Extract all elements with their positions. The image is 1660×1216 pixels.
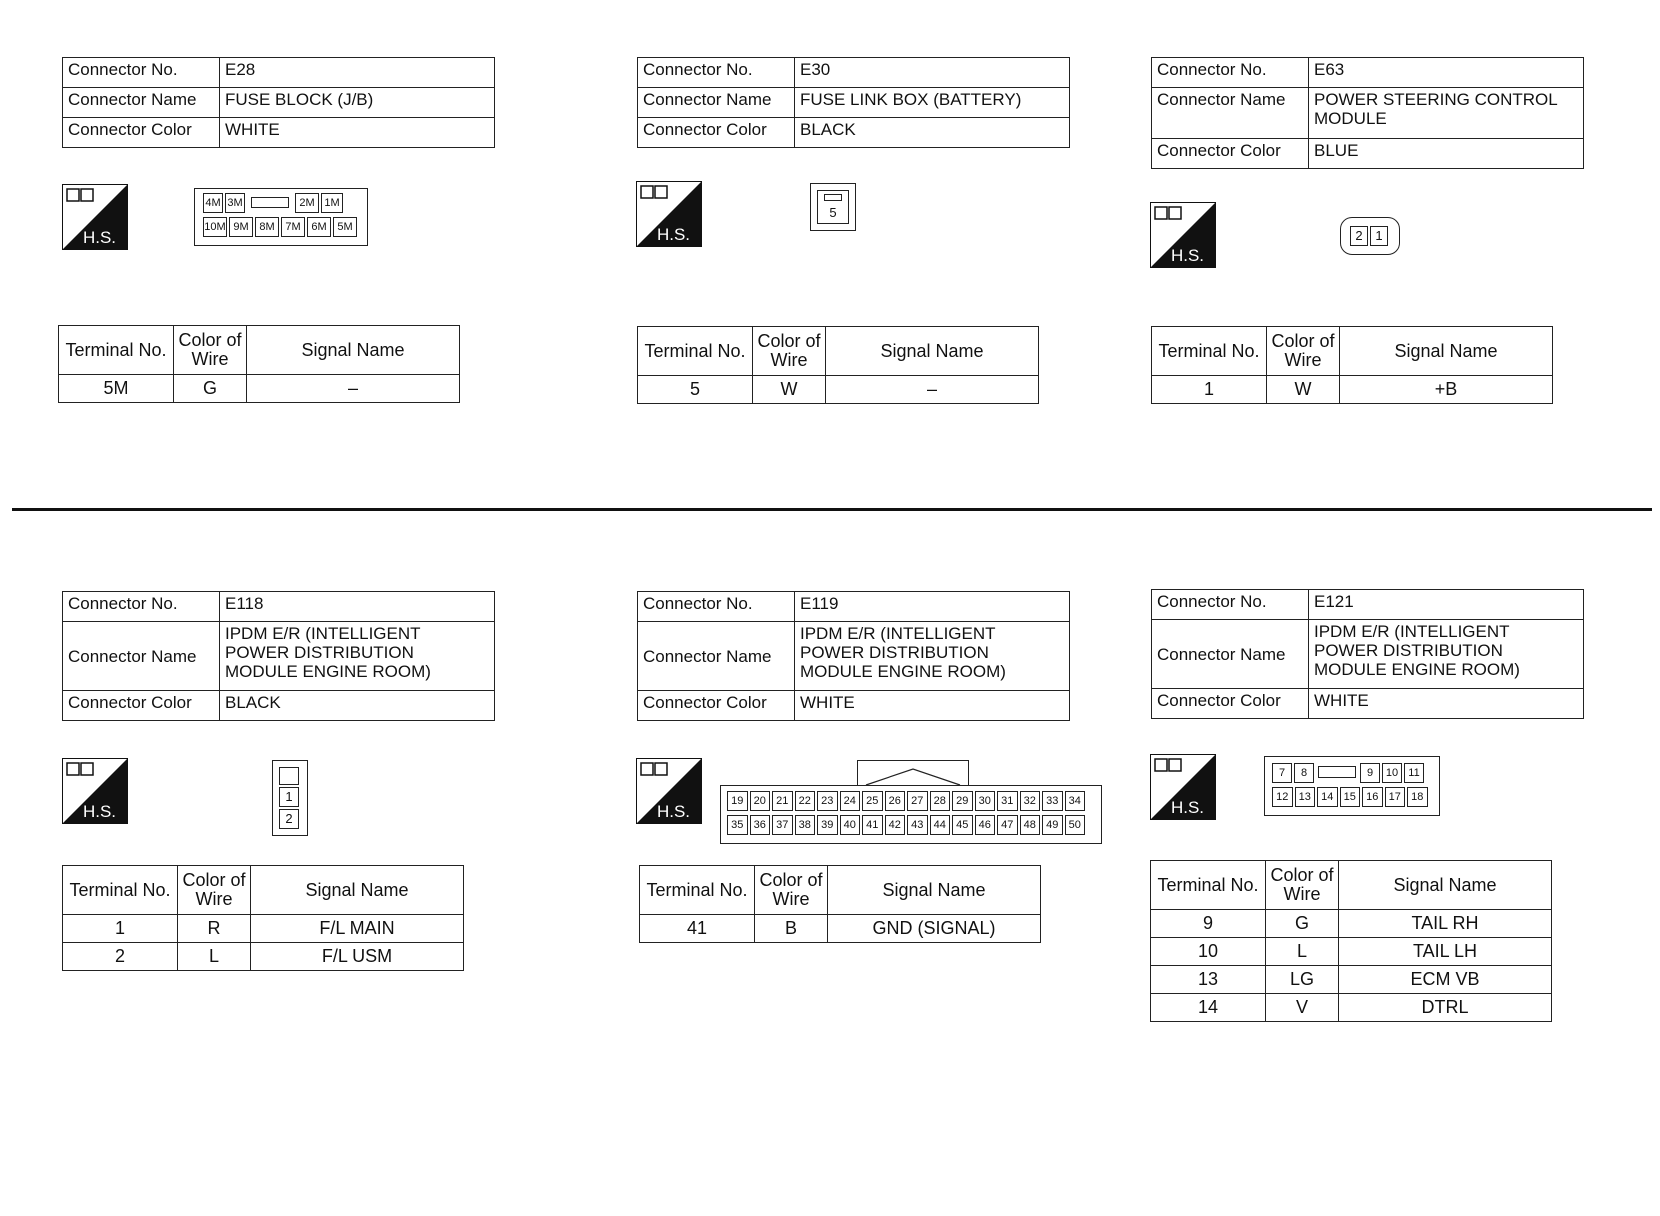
pin: 1M — [321, 193, 343, 213]
connector-e121-info — [1151, 589, 1584, 719]
pin: 42 — [885, 815, 906, 835]
header-terminal-no: Terminal No. — [59, 326, 174, 375]
connector-color: BLACK — [795, 118, 1070, 148]
terminal-table-e118 — [62, 865, 464, 971]
pin: 2 — [1350, 226, 1368, 246]
svg-text:H.S.: H.S. — [1170, 798, 1204, 817]
connector-color: BLACK — [220, 691, 495, 721]
pin: 8 — [1294, 763, 1314, 783]
section-divider — [12, 508, 1652, 511]
connector-e119-face — [720, 785, 1102, 844]
pin: 45 — [952, 815, 973, 835]
pin: 32 — [1020, 791, 1041, 811]
connector-e28-face — [194, 188, 368, 246]
pin: 21 — [772, 791, 793, 811]
label-connector-no: Connector No. — [638, 58, 795, 88]
header-signal-name: Signal Name — [247, 326, 460, 375]
pin: 20 — [750, 791, 771, 811]
pin: 18 — [1407, 787, 1428, 807]
terminal-table-e63 — [1151, 326, 1553, 404]
pin: 6M — [307, 217, 331, 237]
connector-e63-face — [1340, 217, 1400, 255]
pin: 14 — [1317, 787, 1338, 807]
pin: 5M — [333, 217, 357, 237]
label-connector-name: Connector Name — [1152, 88, 1309, 139]
pin: 34 — [1065, 791, 1086, 811]
label-connector-name: Connector Name — [63, 88, 220, 118]
connector-e119-latch — [857, 760, 969, 787]
header-signal-name: Signal Name — [1339, 861, 1552, 910]
pin: 7 — [1272, 763, 1292, 783]
pin: 10M — [203, 217, 227, 237]
label-connector-color: Connector Color — [638, 691, 795, 721]
connector-e30-info — [637, 57, 1070, 148]
label-connector-name: Connector Name — [1152, 620, 1309, 689]
pin: 15 — [1340, 787, 1361, 807]
connector-name: POWER STEERING CONTROL MODULE — [1309, 88, 1584, 139]
header-terminal-no: Terminal No. — [638, 327, 753, 376]
pin: 36 — [750, 815, 771, 835]
svg-text:H.S.: H.S. — [82, 228, 116, 247]
header-signal-name: Signal Name — [251, 866, 464, 915]
header-terminal-no: Terminal No. — [63, 866, 178, 915]
pin: 9M — [229, 217, 253, 237]
connector-no: E118 — [220, 592, 495, 622]
connector-no: E119 — [795, 592, 1070, 622]
table-row: 2 L F/L USM — [63, 943, 464, 971]
pin: 46 — [975, 815, 996, 835]
connector-no: E63 — [1309, 58, 1584, 88]
table-row: 1 W +B — [1152, 376, 1553, 404]
connector-e28-info — [62, 57, 495, 148]
pin: 49 — [1042, 815, 1063, 835]
header-color-of-wire: Color of Wire — [1267, 327, 1340, 376]
pin: 39 — [817, 815, 838, 835]
label-connector-no: Connector No. — [63, 592, 220, 622]
label-connector-name: Connector Name — [638, 88, 795, 118]
connector-name: FUSE BLOCK (J/B) — [220, 88, 495, 118]
pin: 41 — [862, 815, 883, 835]
pin: 8M — [255, 217, 279, 237]
connector-name: FUSE LINK BOX (BATTERY) — [795, 88, 1070, 118]
connector-color: WHITE — [220, 118, 495, 148]
pin: 29 — [952, 791, 973, 811]
pin: 26 — [885, 791, 906, 811]
header-terminal-no: Terminal No. — [1152, 327, 1267, 376]
pin: 16 — [1362, 787, 1383, 807]
connector-e119-info — [637, 591, 1070, 721]
table-row: 13 LG ECM VB — [1151, 966, 1552, 994]
pin: 25 — [862, 791, 883, 811]
hs-icon — [62, 758, 128, 824]
pin: 11 — [1404, 763, 1424, 783]
connector-e121-face — [1264, 756, 1440, 816]
pin: 2M — [295, 193, 319, 213]
terminal-table-e119 — [639, 865, 1041, 943]
table-row: 41 B GND (SIGNAL) — [640, 915, 1041, 943]
label-connector-no: Connector No. — [63, 58, 220, 88]
connector-e118-info — [62, 591, 495, 721]
table-row: 14 V DTRL — [1151, 994, 1552, 1022]
header-color-of-wire: Color of Wire — [753, 327, 826, 376]
pin: 35 — [727, 815, 748, 835]
connector-name: IPDM E/R (INTELLIGENT POWER DISTRIBUTION MODULE ENGINE ROOM) — [1309, 620, 1584, 689]
label-connector-no: Connector No. — [1152, 58, 1309, 88]
connector-name: IPDM E/R (INTELLIGENT POWER DISTRIBUTION MODULE ENGINE ROOM) — [795, 622, 1070, 691]
connector-no: E28 — [220, 58, 495, 88]
pin: 24 — [840, 791, 861, 811]
header-color-of-wire: Color of Wire — [178, 866, 251, 915]
pin: 4M — [203, 193, 223, 213]
svg-text:H.S.: H.S. — [656, 802, 690, 821]
pin: 3M — [225, 193, 245, 213]
header-terminal-no: Terminal No. — [1151, 861, 1266, 910]
connector-e63-info — [1151, 57, 1584, 169]
hs-icon — [62, 184, 128, 250]
pin: 19 — [727, 791, 748, 811]
svg-text:H.S.: H.S. — [656, 225, 690, 244]
table-row: 5M G – — [59, 375, 460, 403]
pin: 9 — [1360, 763, 1380, 783]
pin: 17 — [1385, 787, 1406, 807]
pin: 37 — [772, 815, 793, 835]
pin: 12 — [1272, 787, 1293, 807]
label-connector-no: Connector No. — [1152, 590, 1309, 620]
pin: 47 — [997, 815, 1018, 835]
pin: 38 — [795, 815, 816, 835]
pin: 7M — [281, 217, 305, 237]
header-color-of-wire: Color of Wire — [174, 326, 247, 375]
table-row: 10 L TAIL LH — [1151, 938, 1552, 966]
pin: 33 — [1042, 791, 1063, 811]
pin: 48 — [1020, 815, 1041, 835]
pin-key — [1316, 763, 1358, 781]
pin: 44 — [930, 815, 951, 835]
table-row: 1 R F/L MAIN — [63, 915, 464, 943]
pin: 5 — [829, 205, 837, 220]
pin: 28 — [930, 791, 951, 811]
svg-text:H.S.: H.S. — [1170, 246, 1204, 265]
label-connector-color: Connector Color — [63, 118, 220, 148]
pin: 40 — [840, 815, 861, 835]
pin: 27 — [907, 791, 928, 811]
connector-e118-face — [272, 760, 308, 836]
label-connector-name: Connector Name — [638, 622, 795, 691]
terminal-table-e121 — [1150, 860, 1552, 1022]
hs-icon — [636, 181, 702, 247]
pin: 13 — [1295, 787, 1316, 807]
connector-no: E30 — [795, 58, 1070, 88]
terminal-table-e28 — [58, 325, 460, 403]
label-connector-name: Connector Name — [63, 622, 220, 691]
pin-key — [279, 767, 299, 785]
connector-e30-face — [810, 183, 856, 231]
pin: 1 — [279, 787, 299, 807]
label-connector-color: Connector Color — [1152, 689, 1309, 719]
pin: 30 — [975, 791, 996, 811]
pin: 43 — [907, 815, 928, 835]
pin: 22 — [795, 791, 816, 811]
connector-color: WHITE — [1309, 689, 1584, 719]
label-connector-color: Connector Color — [63, 691, 220, 721]
label-connector-no: Connector No. — [638, 592, 795, 622]
table-row: 5 W – — [638, 376, 1039, 404]
label-connector-color: Connector Color — [1152, 139, 1309, 169]
pin: 31 — [997, 791, 1018, 811]
connector-name: IPDM E/R (INTELLIGENT POWER DISTRIBUTION MODULE ENGINE ROOM) — [220, 622, 495, 691]
connector-color: BLUE — [1309, 139, 1584, 169]
header-terminal-no: Terminal No. — [640, 866, 755, 915]
connector-no: E121 — [1309, 590, 1584, 620]
hs-icon — [1150, 754, 1216, 820]
pin: 1 — [1370, 226, 1388, 246]
pin: 23 — [817, 791, 838, 811]
hs-icon — [636, 758, 702, 824]
svg-text:H.S.: H.S. — [82, 802, 116, 821]
header-signal-name: Signal Name — [826, 327, 1039, 376]
table-row: 9 G TAIL RH — [1151, 910, 1552, 938]
header-signal-name: Signal Name — [828, 866, 1041, 915]
pin: 50 — [1065, 815, 1086, 835]
pin: 2 — [279, 809, 299, 829]
terminal-table-e30 — [637, 326, 1039, 404]
pin: 10 — [1382, 763, 1402, 783]
header-signal-name: Signal Name — [1340, 327, 1553, 376]
label-connector-color: Connector Color — [638, 118, 795, 148]
connector-color: WHITE — [795, 691, 1070, 721]
pin-key — [247, 193, 293, 211]
header-color-of-wire: Color of Wire — [755, 866, 828, 915]
hs-icon — [1150, 202, 1216, 268]
header-color-of-wire: Color of Wire — [1266, 861, 1339, 910]
